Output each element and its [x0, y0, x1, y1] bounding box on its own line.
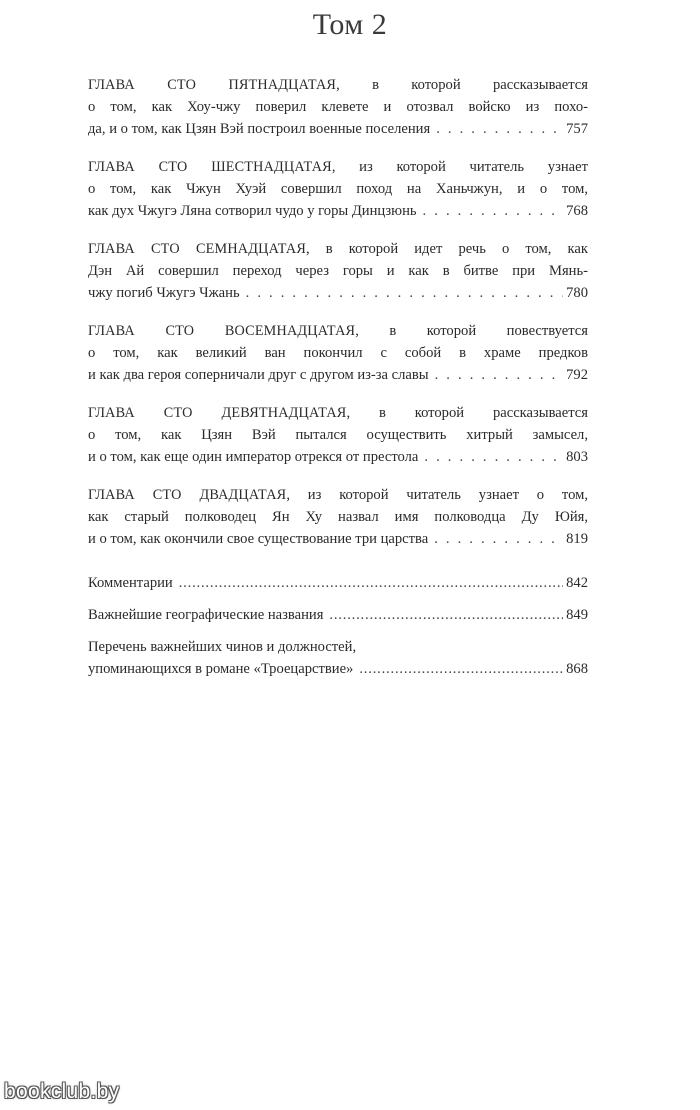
- entry-first-line: [88, 402, 588, 424]
- volume-title: Том 2: [312, 8, 388, 41]
- entry-text: Дэн Ай совершил переход через горы и как в битве при Мянь-: [88, 263, 588, 279]
- entry-text: , из которой читатель узнает о том,: [286, 487, 588, 503]
- dot-leader: [434, 528, 563, 550]
- entry-text: и как два героя соперничали друг с другом из-за славы: [88, 367, 429, 383]
- entry-text: , из которой читатель узнает: [331, 159, 588, 175]
- entry-text: о том, как Хоу-чжу поверил клевете и отозвал войско из похо-: [88, 99, 588, 115]
- entry-text: , в которой рассказывается: [336, 77, 588, 93]
- entry-first-line: [88, 74, 588, 96]
- entry-text: , в которой рассказывается: [346, 405, 588, 421]
- entry-text: как дух Чжугэ Ляна сотворил чудо у горы Динцзюнь: [88, 203, 417, 219]
- page-number: 792: [566, 367, 588, 383]
- toc-entry-ranks-list[interactable]: [88, 636, 588, 680]
- toc-entry-chapter-118[interactable]: [88, 320, 588, 386]
- dot-leader: [436, 118, 563, 140]
- table-of-contents: [88, 74, 588, 690]
- entry-text: , в которой идет речь о том, как: [306, 241, 588, 257]
- toc-entry-commentary[interactable]: [88, 572, 588, 594]
- chapter-heading: ГЛАВА СТО СЕМНАДЦАТАЯ: [88, 241, 307, 257]
- page-number: 849: [566, 607, 588, 623]
- dot-leader: [423, 200, 564, 222]
- entry-text: как старый полководец Ян Ху назвал имя полководца Ду Юйя,: [88, 509, 588, 525]
- entry-text: и о том, как еще один император отрекся от престола: [88, 449, 419, 465]
- entry-first-line: [88, 238, 588, 260]
- entry-first-line: [88, 156, 588, 178]
- chapter-heading: ГЛАВА СТО ДЕВЯТНАДЦАТАЯ: [88, 405, 347, 421]
- dot-leader: [435, 364, 564, 386]
- entry-text: о том, как Цзян Вэй пытался осуществить хитрый замысел,: [88, 427, 588, 443]
- chapter-heading: ГЛАВА СТО ШЕСТНАДЦАТАЯ: [88, 159, 332, 175]
- entry-text: Важнейшие географические названия: [88, 607, 324, 623]
- page-number: 768: [566, 203, 588, 219]
- entry-text: чжу погиб Чжугэ Чжань: [88, 285, 240, 301]
- toc-entry-chapter-120[interactable]: [88, 484, 588, 550]
- chapter-heading: ГЛАВА СТО ВОСЕМНАДЦАТАЯ: [88, 323, 356, 339]
- chapter-heading: ГЛАВА СТО ДВАДЦАТАЯ: [88, 487, 287, 503]
- page-number: 757: [566, 121, 588, 137]
- toc-entry-chapter-117[interactable]: [88, 238, 588, 304]
- dot-leader: [246, 282, 563, 304]
- toc-entry-chapter-115[interactable]: [88, 74, 588, 140]
- page-number: 803: [566, 449, 588, 465]
- page-number: 780: [566, 285, 588, 301]
- chapter-heading: ГЛАВА СТО ПЯТНАДЦАТАЯ: [88, 77, 337, 93]
- entry-text: о том, как великий ван покончил с собой в храме предков: [88, 345, 588, 361]
- dot-leader: [359, 658, 563, 680]
- entry-text: о том, как Чжун Хуэй совершил поход на Ханьчжун, и о том,: [88, 181, 588, 197]
- entry-text: и о том, как окончили свое существование три царства: [88, 531, 429, 547]
- site-watermark: bookclub.by: [4, 1080, 120, 1103]
- toc-entry-chapter-119[interactable]: [88, 402, 588, 468]
- toc-entry-geographic-names[interactable]: [88, 604, 588, 626]
- dot-leader: [329, 604, 563, 626]
- entry-text: упоминающихся в романе «Троецарствие»: [88, 661, 354, 677]
- dot-leader: [424, 446, 563, 468]
- entry-first-line: [88, 320, 588, 342]
- toc-entry-chapter-116[interactable]: [88, 156, 588, 222]
- entry-text: да, и о том, как Цзян Вэй построил военные поселения: [88, 121, 431, 137]
- page-number: 842: [566, 575, 588, 591]
- page-number: 868: [566, 661, 588, 677]
- entry-text: Комментарии: [88, 575, 173, 591]
- dot-leader: [179, 572, 563, 594]
- entry-text: , в которой повествуется: [355, 323, 588, 339]
- entry-first-line: [88, 484, 588, 506]
- entry-text: Перечень важнейших чинов и должностей,: [88, 639, 357, 655]
- page-number: 819: [566, 531, 588, 547]
